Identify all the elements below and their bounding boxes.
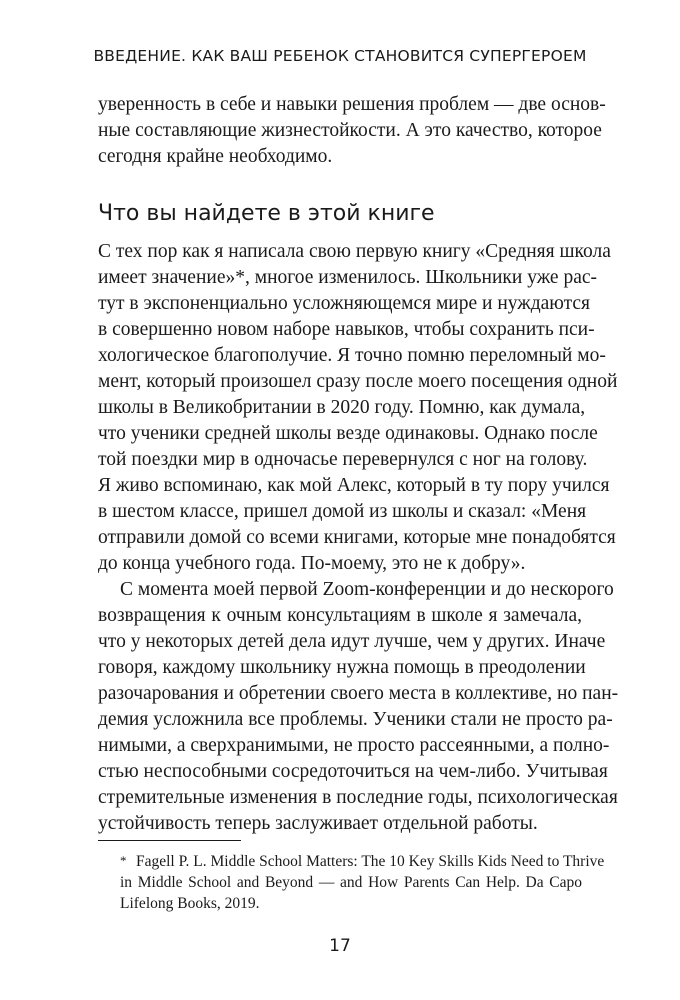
text-line: уверенность в себе и навыки решения проблем — две основ-	[98, 94, 606, 115]
text-line: в совершенно новом наборе навыков, чтобы сохранить пси-	[98, 319, 595, 340]
text-line: стью неспособными сосредоточиться на чем-либо. Учитывая	[98, 761, 608, 782]
text-line: С тех пор как я написала свою первую книгу «Средняя школа	[98, 241, 611, 262]
text-line: Я живо вспоминаю, как мой Алекс, который в ту пору учился	[98, 475, 610, 496]
text-line: стремительные изменения в последние годы, психологическая	[98, 787, 618, 808]
text-line: С момента моей первой Zoom-конференции и до нескорого	[120, 579, 614, 600]
text-line: той поездки мир в одночасье перевернулся с ног на голову.	[98, 449, 588, 470]
text-line: говоря, каждому школьнику нужна помощь в преодолении	[98, 657, 586, 678]
footnote	[98, 851, 605, 914]
footnote-text: Fagell P. L. Middle School Matters: The 10 Key Skills Kids Need to Thrive	[136, 853, 605, 870]
text-line: что ученики средней школы везде одинаковы. Однако после	[98, 423, 598, 444]
footnote-line: in Middle School and Beyond — and How Parents Can Help. Da Capo	[120, 874, 582, 891]
text-line: отправили домой со всеми книгами, которые мне понадобятся	[98, 527, 616, 548]
body-text	[98, 239, 619, 837]
text-line: демия усложнила все проблемы. Ученики стали не просто ра-	[98, 709, 613, 730]
text-line: до конца учебного года. По-моему, это не к добру».	[98, 553, 526, 574]
text-line: ные составляющие жизнестойкости. А это качество, которое	[98, 120, 602, 141]
text-line: хологическое благополучие. Я точно помню переломный мо-	[98, 345, 606, 366]
text-line: школы в Великобритании в 2020 году. Помню, как думала,	[98, 397, 586, 418]
text-line: тут в экспоненциально усложняющемся мире и нуждаются	[98, 293, 590, 314]
footnote-marker: *	[120, 853, 127, 868]
intro-paragraph	[98, 92, 606, 170]
footnote-divider	[98, 840, 241, 841]
text-line: мент, который произошел сразу после моего посещения одной	[98, 371, 618, 392]
text-line: в шестом классе, пришел домой из школы и сказал: «Меня	[98, 501, 587, 522]
text-line: устойчивость теперь заслуживает отдельной работы.	[98, 813, 538, 834]
text-line: имеет значение»*, многое изменилось. Школьники уже рас-	[98, 267, 598, 288]
text-line: сегодня крайне необходимо.	[98, 146, 333, 167]
text-line: возвращения к очным консультациям в школе я замечала,	[98, 605, 582, 626]
running-head: ВВЕДЕНИЕ. КАК ВАШ РЕБЕНОК СТАНОВИТСЯ СУПЕРГЕРОЕМ	[93, 47, 587, 65]
section-heading: Что вы найдете в этой книге	[98, 201, 435, 226]
text-line: разочарования и обретении своего места в коллективе, но пан-	[98, 683, 619, 704]
text-line: что у некоторых детей дела идут лучше, чем у других. Иначе	[98, 631, 606, 652]
footnote-line: Lifelong Books, 2019.	[120, 895, 260, 912]
text-line: нимыми, а сверхранимыми, не просто рассеянными, а полно-	[98, 735, 610, 756]
footnote-line	[98, 851, 605, 872]
page-number: 17	[329, 936, 351, 956]
